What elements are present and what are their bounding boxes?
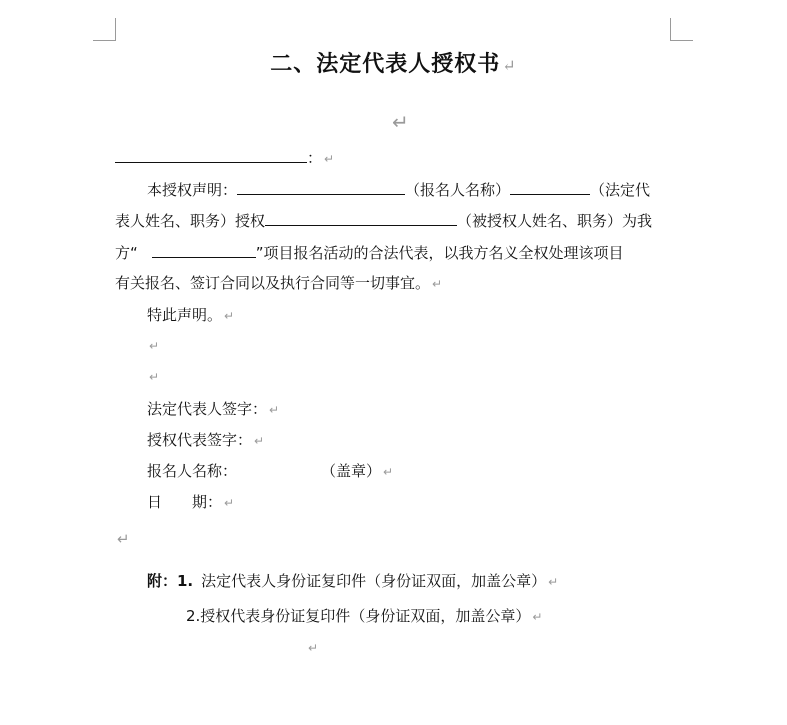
document-title [0, 47, 787, 78]
addressee-colon: ： [307, 149, 323, 167]
special-statement [147, 305, 234, 326]
crop-mark-top-right [670, 18, 693, 41]
legal-rep-signature-label: 法定代表人签字： [147, 400, 268, 418]
applicant-name-label: 报名人名称： [147, 462, 238, 480]
declaration-line-3 [115, 243, 624, 263]
declaration-line-2 [115, 211, 652, 231]
attachment-line-2 [186, 606, 542, 627]
applicant-name-blank[interactable] [237, 180, 405, 195]
attachment-item-1: 法定代表人身份证复印件（身份证双面，加盖公章） [201, 572, 547, 590]
legal-rep-signature [147, 399, 279, 420]
applicant-name-line [147, 461, 393, 482]
paragraph-mark-icon: ↵ [502, 56, 517, 75]
paragraph-mark-icon: ↵ [532, 610, 543, 624]
authorized-rep-signature-label: 授权代表签字： [147, 431, 253, 449]
paragraph-mark-icon: ↵ [383, 465, 394, 479]
project-text: ”项目报名活动的合法代表，以我方名义全权处理该项目 [255, 244, 624, 262]
declaration-line-1 [147, 180, 650, 200]
project-name-blank[interactable] [152, 243, 256, 258]
legal-rep-blank[interactable] [510, 180, 590, 195]
date-label: 日 期： [147, 493, 223, 511]
declaration-label: 本授权声明： [147, 181, 238, 199]
authorized-person-hint: （被授权人姓名、职务）为我 [457, 212, 653, 230]
declaration-end-text: 有关报名、签订合同以及执行合同等一切事宜。 [115, 274, 431, 292]
seal-label: （盖章） [321, 462, 382, 480]
paragraph-mark-icon: ↵ [548, 575, 559, 589]
paragraph-mark-icon: ↵ [149, 339, 160, 353]
attachment-line-1 [147, 571, 558, 592]
authorized-person-blank[interactable] [265, 211, 457, 226]
project-quote-open: 方“ [115, 244, 138, 262]
paragraph-mark-icon: ↵ [392, 110, 409, 134]
addressee-blank[interactable] [115, 148, 307, 163]
attachment-item-2: 2.授权代表身份证复印件（身份证双面，加盖公章） [186, 607, 531, 625]
paragraph-mark-icon: ↵ [117, 530, 130, 548]
authorized-rep-signature [147, 430, 264, 451]
addressee-line [115, 148, 334, 169]
paragraph-mark-icon: ↵ [224, 496, 235, 510]
crop-mark-top-left [93, 18, 116, 41]
title-text: 二、法定代表人授权书 [270, 51, 501, 77]
paragraph-mark-icon: ↵ [254, 434, 265, 448]
paragraph-mark-icon: ↵ [224, 309, 235, 323]
legal-rep-hint-end: 表人姓名、职务）授权 [115, 212, 266, 230]
applicant-name-hint: （报名人名称） [405, 181, 511, 199]
date-line [147, 492, 234, 513]
paragraph-mark-icon: ↵ [324, 152, 335, 166]
paragraph-mark-icon: ↵ [149, 370, 160, 384]
paragraph-mark-icon: ↵ [308, 641, 319, 655]
paragraph-mark-icon: ↵ [269, 403, 280, 417]
declaration-line-4 [115, 273, 442, 294]
paragraph-mark-icon: ↵ [432, 277, 443, 291]
special-statement-text: 特此声明。 [147, 306, 223, 324]
legal-rep-hint-start: （法定代 [590, 181, 651, 199]
attachment-label: 附：1. [147, 572, 194, 590]
